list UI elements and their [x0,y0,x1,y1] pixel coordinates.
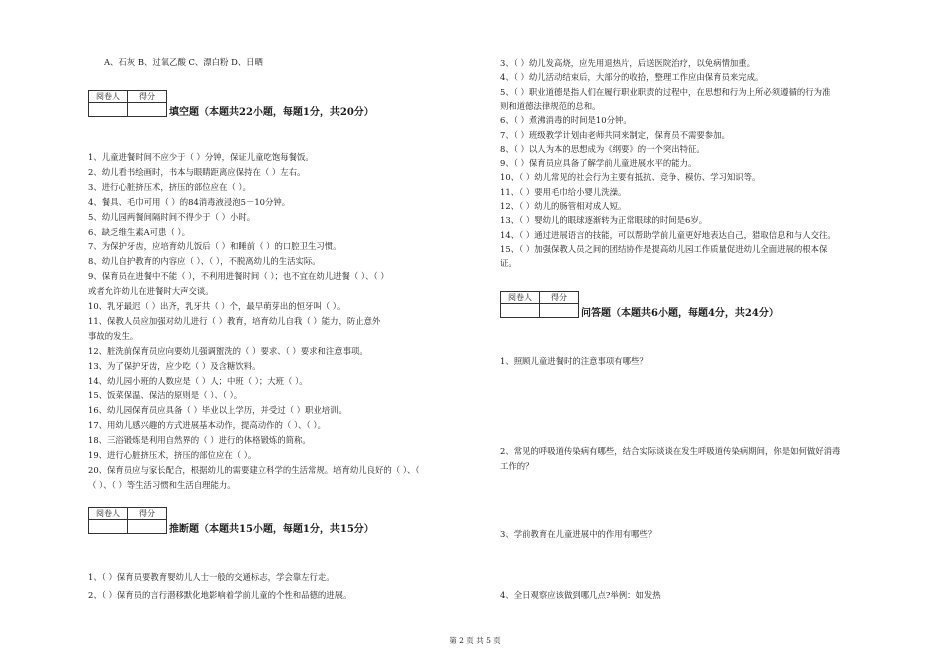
question-line: 6、缺乏维生素A可患（ ）。 [88,227,190,237]
qa-section-heading: 问答题（本题共6小题，每题4分，共24分） [581,308,779,319]
question-line: 12、脏洗前保育员应向要幼儿强调盥洗的（ ）要求、（ ）要求和注意事项。 [88,346,368,356]
question-line: 15、饭菜保温、保洁的原则是（ ）、（ ）。 [88,390,243,400]
question-line: 12、（ ）幼儿的肠管相对成人短。 [500,201,627,211]
question-line: 15、（ ）加强保教人员之间的团结协作是提高幼儿园工作质量促进幼儿全面进展的根本保 [500,244,828,254]
question-line: 5、（ ）职业道德是指人们在履行职业职责的过程中，在思想和行为上所必须遵循的行为准 [500,87,831,97]
question-line: 8、（ ）以人为本的思想成为《纲要》的一个突出特征。 [500,144,705,154]
reviewer-cell [89,520,128,534]
question-line: 16、幼儿园保育员应具备（ ）毕业以上学历，并受过（ ）职业培训。 [88,405,347,415]
question-line: 14、幼儿园小班的人数应是（ ）人；中班（ ）；大班（ ）。 [88,376,308,386]
question-line: （ ）、（ ）等生活习惯和生活自理能力。 [88,480,236,490]
question-line: 14、（ ）通过进展语言的技能，可以帮助学前儿童更好地表达自己，猎取信息和与人交往。 [500,230,836,240]
question-line: 8、幼儿自护教育的内容应（ ）、（ ），不脱离幼儿的生活实际。 [88,256,321,266]
question-line: 17、用幼儿感兴趣的方式进展基本动作，提高动作的（ ）、（ ）。 [88,420,326,430]
question-line: 1、照顾儿童进餐时的注意事项有哪些？ [500,356,648,366]
question-line: 9、保育员在进餐中不能（ ），不利用进餐时间（ ）；也不宜在幼儿进餐（ ）、（ ） [88,271,389,281]
score-cell [128,103,167,117]
question-line: 13、（ ）婴幼儿的眼球逐渐转为正常眼球的时间是6岁。 [500,215,708,225]
question-line: 4、餐具、毛巾可用（ ）的84消毒液浸泡5－10分钟。 [88,197,291,207]
score-cell [128,520,167,534]
question-line: 1、（ ）保育员要教育婴幼儿人士一般的交通标志，学会靠左行走。 [88,572,335,582]
question-line: 9、（ ）保育员应具备了解学前儿童进展水平的能力。 [500,158,697,168]
question-line: 4、（ ）幼儿活动结束后，大部分的收拾，整理工作应由保育员来完成。 [500,72,764,82]
score-cell [540,304,579,318]
reviewer-label: 阅卷人 [89,508,128,520]
question-line: 5、幼儿园两餐间隔时间不得少于（ ）小时。 [88,212,256,222]
score-label: 得分 [128,91,167,103]
question-line: 6、（ ）煮沸消毒的时间是10分钟。 [500,115,632,125]
reviewer-label: 阅卷人 [89,91,128,103]
question-line: 事故的发生。 [88,331,139,341]
question-line: 13、为了保护牙齿，应少吃（ ）及含糖饮料。 [88,361,261,371]
question-line: 则和道德法律规范的总和。 [500,101,601,111]
question-line: 4、全日观察应该做到哪几点?举例：如发热 [500,590,661,600]
question-line: 10、乳牙最迟（ ）出齐，乳牙共（ ）个，最早萌芽出的恒牙叫（ ）。 [88,301,346,311]
question-line: 11、（ ）要用毛巾给小婴儿洗澡。 [500,187,627,197]
question-line: 7、为保护牙齿，应培育幼儿饭后（ ）和睡前（ ）的口腔卫生习惯。 [88,241,342,251]
question-line: 19、进行心脏挤压术，挤压的部位应在（ ）。 [88,450,257,460]
score-label: 得分 [128,508,167,520]
score-label: 得分 [540,292,579,304]
reviewer-cell [501,304,540,318]
question-line: 2、（ ）保育员的言行潜移默化地影响着学前儿童的个性和品德的进展。 [88,590,352,600]
page-number: 第 2 页 共 5 页 [449,636,501,645]
question-line: 11、保教人员应加强对幼儿进行（ ）教育，培育幼儿自我（ ）能力，防止意外 [88,316,381,326]
question-line: 或者允许幼儿在进餐时大声交谈。 [88,286,214,296]
score-box-qa [500,291,579,318]
question-line: 7、（ ）班级教学计划由老师共同来制定，保育员不需要参加。 [500,130,730,140]
score-box-judge [88,507,167,534]
question-line: 2、常见的呼吸道传染病有哪些，结合实际谈谈在发生呼吸道传染病期间，你是如何做好消毒 [500,446,841,456]
question-line: 1、儿童进餐时间不应少于（ ）分钟，保证儿童吃饱每餐饭。 [88,152,314,162]
score-box-fill [88,90,167,117]
judge-section-heading: 推断题（本题共15小题，每题1分，共15分） [169,524,374,535]
reviewer-cell [89,103,128,117]
question-line: 10、（ ）幼儿常见的社会行为主要有抵抗、竞争、模仿、学习知识等。 [500,172,761,182]
question-line: 证。 [500,258,517,268]
question-line: 20、保育员应与家长配合，根据幼儿的需要建立科学的生活常规。培育幼儿良好的（ ）、（ [88,465,420,475]
question-line: 2、幼儿看书绘画时，书本与眼睛距离应保持在（ ）左右。 [88,167,306,177]
previous-question-options: A、石灰 B、过氧乙酸 C、漂白粉 D、日晒 [104,57,263,67]
question-line: 3、进行心脏挤压术，挤压的部位应在（ ）。 [88,182,251,192]
question-line: 3、（ ）幼儿发高烧，应先用退热片，后送医院治疗，以免病情加重。 [500,58,756,68]
reviewer-label: 阅卷人 [501,292,540,304]
question-line: 3、学前教育在儿童进展中的作用有哪些？ [500,529,657,539]
question-line: 18、三浴锻炼是利用自然界的（ ）进行的体格锻炼的简称。 [88,435,311,445]
fill-section-heading: 填空题（本题共22小题，每题1分，共20分） [169,107,374,118]
question-line: 工作的？ [500,461,534,471]
